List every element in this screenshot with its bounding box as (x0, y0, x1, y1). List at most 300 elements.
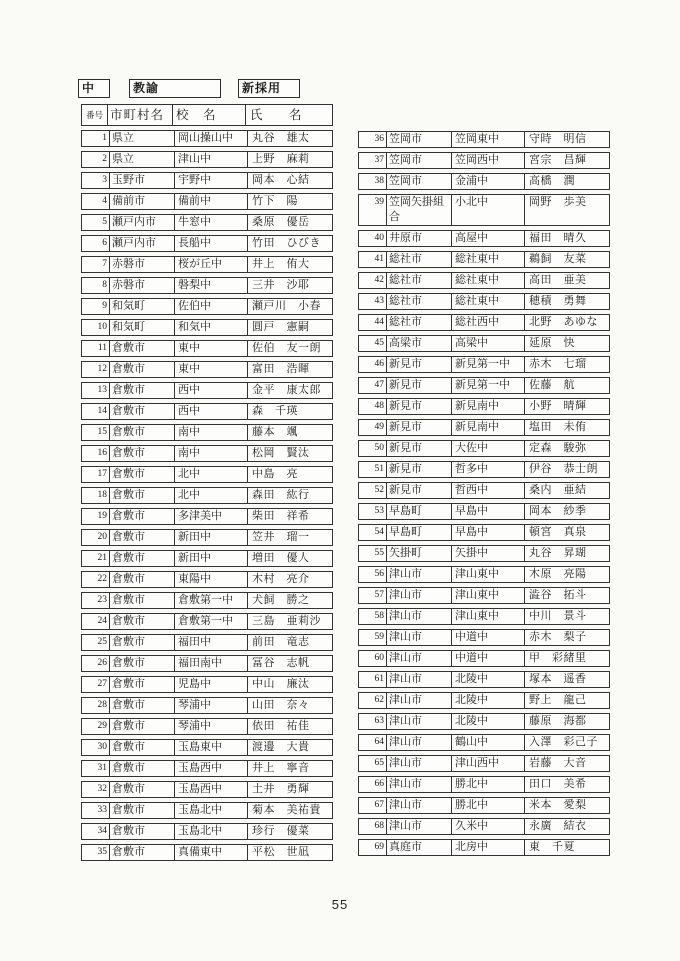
cell-no: 35 (97, 847, 107, 857)
header-municipality: 市町村名 (107, 105, 172, 125)
cell-name: 福田 晴久 (524, 231, 609, 246)
cell-school: 東陽中 (174, 572, 247, 587)
cell-school: 東中 (174, 341, 247, 356)
cell-municipality: 県立 (109, 131, 174, 146)
cell-municipality: 和気町 (109, 320, 174, 335)
tag-school-level: 中 (78, 79, 110, 98)
cell-no: 28 (97, 700, 107, 710)
cell-no: 52 (374, 485, 384, 495)
table-row (358, 713, 610, 730)
table-row (81, 529, 333, 546)
cell-name: 丸谷 雄太 (247, 131, 332, 146)
cell-no: 51 (374, 464, 384, 474)
cell-municipality: 津山市 (386, 672, 451, 687)
cell-no: 14 (97, 406, 107, 416)
cell-school: 宇野中 (174, 173, 247, 188)
table-row (81, 172, 333, 189)
cell-no: 12 (97, 364, 107, 374)
cell-municipality: 倉敷市 (109, 656, 174, 671)
cell-no: 49 (374, 422, 384, 432)
cell-name: 森田 紘行 (247, 488, 332, 503)
cell-municipality: 倉敷市 (109, 593, 174, 608)
cell-name: 塩田 未侑 (524, 420, 609, 435)
cell-school: 北中 (174, 467, 247, 482)
table-header-row (81, 104, 333, 126)
cell-municipality: 矢掛町 (386, 546, 451, 561)
left-table-rows (81, 130, 333, 861)
table-row (81, 487, 333, 504)
cell-no: 48 (374, 401, 384, 411)
cell-municipality: 真庭市 (386, 840, 451, 855)
cell-school: 津山東中 (451, 588, 524, 603)
cell-municipality: 新見市 (386, 420, 451, 435)
cell-municipality: 倉敷市 (109, 467, 174, 482)
cell-school: 岡山操山中 (174, 131, 247, 146)
cell-municipality: 倉敷市 (109, 362, 174, 377)
cell-no: 22 (97, 574, 107, 584)
cell-school: 総社東中 (451, 294, 524, 309)
cell-school: 琴浦中 (174, 698, 247, 713)
cell-municipality: 倉敷市 (109, 740, 174, 755)
cell-municipality: 津山市 (386, 567, 451, 582)
cell-no: 23 (97, 595, 107, 605)
cell-municipality: 倉敷市 (109, 425, 174, 440)
cell-no: 4 (102, 196, 107, 206)
cell-no: 37 (374, 155, 384, 165)
cell-name: 富田 浩暉 (247, 362, 332, 377)
cell-name: 東 千夏 (524, 840, 609, 855)
cell-name: 野上 龍己 (524, 693, 609, 708)
table-row (358, 692, 610, 709)
cell-municipality: 倉敷市 (109, 572, 174, 587)
table-row (358, 440, 610, 457)
table-row (81, 424, 333, 441)
table-row (358, 335, 610, 352)
cell-school: 津山東中 (451, 609, 524, 624)
cell-name: 松岡 賢汰 (247, 446, 332, 461)
cell-school: 中道中 (451, 651, 524, 666)
cell-municipality: 玉野市 (109, 173, 174, 188)
cell-name: 菊本 美祐貴 (247, 803, 332, 818)
cell-municipality: 倉敷市 (109, 803, 174, 818)
cell-name: 上野 麻莉 (247, 152, 332, 167)
table-row (358, 671, 610, 688)
cell-municipality: 倉敷市 (109, 635, 174, 650)
table-row (358, 797, 610, 814)
cell-name: 佐藤 航 (524, 378, 609, 393)
table-row (358, 293, 610, 310)
cell-no: 16 (97, 448, 107, 458)
cell-school: 総社東中 (451, 273, 524, 288)
cell-municipality: 総社市 (386, 273, 451, 288)
cell-name: 三島 亜莉沙 (247, 614, 332, 629)
table-row (81, 634, 333, 651)
cell-municipality: 総社市 (386, 294, 451, 309)
cell-school: 備前中 (174, 194, 247, 209)
cell-school: 多津美中 (174, 509, 247, 524)
table-row (358, 524, 610, 541)
cell-municipality: 津山市 (386, 609, 451, 624)
cell-no: 54 (374, 527, 384, 537)
table-row (358, 587, 610, 604)
cell-school: 桜が丘中 (174, 257, 247, 272)
cell-name: 依田 祐佳 (247, 719, 332, 734)
cell-no: 2 (102, 154, 107, 164)
cell-municipality: 津山市 (386, 630, 451, 645)
table-row (81, 466, 333, 483)
cell-municipality: 新見市 (386, 357, 451, 372)
cell-municipality: 倉敷市 (109, 782, 174, 797)
cell-no: 41 (374, 254, 384, 264)
cell-school: 牛窓中 (174, 215, 247, 230)
cell-municipality: 津山市 (386, 777, 451, 792)
table-row (358, 419, 610, 436)
cell-no: 62 (374, 695, 384, 705)
cell-name: 岩藤 大音 (524, 756, 609, 771)
cell-name: 赤木 七瑠 (524, 357, 609, 372)
cell-municipality: 新見市 (386, 378, 451, 393)
header-number: 番号 (85, 110, 103, 120)
cell-school: 倉敷第一中 (174, 614, 247, 629)
cell-name: 岡本 心結 (247, 173, 332, 188)
cell-municipality: 津山市 (386, 798, 451, 813)
cell-municipality: 備前市 (109, 194, 174, 209)
cell-name: 前田 竜志 (247, 635, 332, 650)
cell-municipality: 新見市 (386, 399, 451, 414)
cell-name: 宮宗 昌輝 (524, 153, 609, 168)
cell-name: 増田 優人 (247, 551, 332, 566)
cell-no: 21 (97, 553, 107, 563)
cell-municipality: 倉敷市 (109, 845, 174, 860)
cell-name: 小野 晴輝 (524, 399, 609, 414)
table-row (81, 193, 333, 210)
cell-school: 哲西中 (451, 483, 524, 498)
cell-no: 29 (97, 721, 107, 731)
table-row (81, 340, 333, 357)
cell-municipality: 倉敷市 (109, 761, 174, 776)
cell-no: 10 (97, 322, 107, 332)
cell-municipality: 倉敷市 (109, 719, 174, 734)
cell-name: 澁谷 拓斗 (524, 588, 609, 603)
cell-school: 大佐中 (451, 441, 524, 456)
cell-school: 和気中 (174, 320, 247, 335)
left-table (81, 104, 333, 865)
right-table-rows (358, 131, 610, 856)
table-row (81, 592, 333, 609)
cell-no: 3 (102, 175, 107, 185)
cell-no: 46 (374, 359, 384, 369)
table-row (358, 650, 610, 667)
table-row (81, 445, 333, 462)
cell-no: 26 (97, 658, 107, 668)
table-row (81, 277, 333, 294)
cell-name: 藤原 海都 (524, 714, 609, 729)
cell-school: 早島中 (451, 504, 524, 519)
cell-school: 新見第一中 (451, 357, 524, 372)
cell-municipality: 倉敷市 (109, 824, 174, 839)
cell-municipality: 倉敷市 (109, 677, 174, 692)
cell-no: 7 (102, 259, 107, 269)
cell-school: 総社東中 (451, 252, 524, 267)
table-row (358, 131, 610, 148)
table-row (81, 298, 333, 315)
table-row (81, 676, 333, 693)
table-row (358, 461, 610, 478)
cell-no: 31 (97, 763, 107, 773)
cell-name: 守時 明信 (524, 132, 609, 147)
cell-no: 6 (102, 238, 107, 248)
table-row (358, 398, 610, 415)
table-row (358, 755, 610, 772)
cell-no: 5 (102, 217, 107, 227)
table-row (358, 545, 610, 562)
cell-school: 総社西中 (451, 315, 524, 330)
header-school: 校 名 (172, 105, 245, 125)
cell-name: 森 千瑛 (247, 404, 332, 419)
cell-school: 長船中 (174, 236, 247, 251)
table-row (358, 503, 610, 520)
cell-municipality: 津山市 (386, 588, 451, 603)
cell-school: 早島中 (451, 525, 524, 540)
cell-municipality: 赤磐市 (109, 257, 174, 272)
table-row (358, 356, 610, 373)
cell-name: 佐伯 友一朗 (247, 341, 332, 356)
cell-name: 木原 亮陽 (524, 567, 609, 582)
cell-no: 50 (374, 443, 384, 453)
cell-school: 磐梨中 (174, 278, 247, 293)
header-name: 氏 名 (245, 105, 332, 125)
table-row (81, 151, 333, 168)
cell-school: 高屋中 (451, 231, 524, 246)
cell-no: 53 (374, 506, 384, 516)
cell-no: 69 (374, 842, 384, 852)
cell-name: 赤木 梨子 (524, 630, 609, 645)
cell-no: 43 (374, 296, 384, 306)
cell-school: 新田中 (174, 530, 247, 545)
cell-name: 入澤 彩己子 (524, 735, 609, 750)
table-row (81, 760, 333, 777)
cell-name: 三井 沙耶 (247, 278, 332, 293)
cell-name: 穂積 勇舞 (524, 294, 609, 309)
table-row (358, 818, 610, 835)
cell-name: 北野 あゆな (524, 315, 609, 330)
cell-name: 田口 美希 (524, 777, 609, 792)
cell-no: 17 (97, 469, 107, 479)
cell-name: 中川 景斗 (524, 609, 609, 624)
table-row (81, 655, 333, 672)
cell-school: 佐伯中 (174, 299, 247, 314)
cell-municipality: 笠岡市 (386, 132, 451, 147)
cell-no: 11 (97, 343, 107, 353)
cell-municipality: 瀬戸内市 (109, 236, 174, 251)
cell-no: 38 (374, 176, 384, 186)
table-row (358, 734, 610, 751)
cell-school: 東中 (174, 362, 247, 377)
cell-school: 笠岡西中 (451, 153, 524, 168)
table-row (81, 235, 333, 252)
cell-municipality: 新見市 (386, 441, 451, 456)
cell-municipality: 倉敷市 (109, 404, 174, 419)
cell-municipality: 和気町 (109, 299, 174, 314)
cell-no: 30 (97, 742, 107, 752)
cell-school: 鶴山中 (451, 735, 524, 750)
table-row (81, 781, 333, 798)
cell-name: 渡邊 大貴 (247, 740, 332, 755)
cell-school: 南中 (174, 425, 247, 440)
cell-school: 玉島北中 (174, 803, 247, 818)
cell-name: 頓宮 真泉 (524, 525, 609, 540)
cell-municipality: 井原市 (386, 231, 451, 246)
cell-school: 津山西中 (451, 756, 524, 771)
cell-municipality: 倉敷市 (109, 341, 174, 356)
cell-municipality: 新見市 (386, 483, 451, 498)
cell-no: 39 (374, 197, 384, 207)
cell-municipality: 倉敷市 (109, 698, 174, 713)
cell-school: 倉敷第一中 (174, 593, 247, 608)
table-row (358, 272, 610, 289)
table-row (81, 319, 333, 336)
cell-name: 塚本 遥香 (524, 672, 609, 687)
cell-name: 岡野 歩美 (524, 195, 609, 225)
cell-name: 瀬戸川 小春 (247, 299, 332, 314)
cell-name: 藤本 颯 (247, 425, 332, 440)
table-row (81, 382, 333, 399)
cell-name: 甲 彩緒里 (524, 651, 609, 666)
cell-name: 中島 亮 (247, 467, 332, 482)
cell-name: 伊谷 恭士朗 (524, 462, 609, 477)
cell-municipality: 倉敷市 (109, 530, 174, 545)
cell-name: 冨谷 志帆 (247, 656, 332, 671)
table-row (81, 739, 333, 756)
cell-municipality: 津山市 (386, 714, 451, 729)
cell-name: 桑原 優岳 (247, 215, 332, 230)
cell-no: 44 (374, 317, 384, 327)
cell-school: 玉島西中 (174, 782, 247, 797)
table-row (81, 613, 333, 630)
cell-no: 27 (97, 679, 107, 689)
cell-name: 岡本 紗季 (524, 504, 609, 519)
cell-name: 中山 廉汰 (247, 677, 332, 692)
cell-school: 玉島東中 (174, 740, 247, 755)
cell-school: 福田南中 (174, 656, 247, 671)
cell-no: 59 (374, 632, 384, 642)
cell-school: 笠岡東中 (451, 132, 524, 147)
cell-school: 玉島西中 (174, 761, 247, 776)
cell-school: 北房中 (451, 840, 524, 855)
cell-no: 13 (97, 385, 107, 395)
cell-municipality: 新見市 (386, 462, 451, 477)
cell-municipality: 笠岡市 (386, 174, 451, 189)
table-row (81, 550, 333, 567)
cell-municipality: 総社市 (386, 252, 451, 267)
cell-school: 高梁中 (451, 336, 524, 351)
cell-school: 北陵中 (451, 672, 524, 687)
cell-school: 津山中 (174, 152, 247, 167)
cell-no: 58 (374, 611, 384, 621)
cell-school: 新見南中 (451, 420, 524, 435)
cell-no: 36 (374, 134, 384, 144)
cell-name: 珍行 優菜 (247, 824, 332, 839)
cell-no: 8 (102, 280, 107, 290)
cell-municipality: 県立 (109, 152, 174, 167)
cell-no: 40 (374, 233, 384, 243)
cell-municipality: 倉敷市 (109, 509, 174, 524)
cell-no: 9 (102, 301, 107, 311)
cell-name: 笠井 瑠一 (247, 530, 332, 545)
cell-name: 竹下 陽 (247, 194, 332, 209)
cell-name: 金平 康太郎 (247, 383, 332, 398)
table-row (358, 566, 610, 583)
cell-municipality: 倉敷市 (109, 551, 174, 566)
cell-name: 井上 侑大 (247, 257, 332, 272)
table-row (81, 571, 333, 588)
table-row (358, 173, 610, 190)
cell-name: 定森 駿弥 (524, 441, 609, 456)
cell-school: 福田中 (174, 635, 247, 650)
cell-no: 67 (374, 800, 384, 810)
table-row (81, 697, 333, 714)
cell-school: 北陵中 (451, 693, 524, 708)
cell-municipality: 瀬戸内市 (109, 215, 174, 230)
table-row (358, 482, 610, 499)
cell-municipality: 津山市 (386, 651, 451, 666)
cell-no: 25 (97, 637, 107, 647)
cell-no: 47 (374, 380, 384, 390)
cell-name: 圓戸 憲嗣 (247, 320, 332, 335)
cell-name: 井上 寧音 (247, 761, 332, 776)
cell-municipality: 津山市 (386, 819, 451, 834)
cell-school: 勝北中 (451, 798, 524, 813)
cell-municipality: 笠岡矢掛組合 (386, 195, 451, 225)
cell-school: 矢掛中 (451, 546, 524, 561)
table-row (358, 776, 610, 793)
cell-no: 55 (374, 548, 384, 558)
cell-school: 新見南中 (451, 399, 524, 414)
cell-school: 新田中 (174, 551, 247, 566)
cell-municipality: 笠岡市 (386, 153, 451, 168)
cell-no: 32 (97, 784, 107, 794)
cell-municipality: 早島町 (386, 525, 451, 540)
cell-no: 15 (97, 427, 107, 437)
cell-municipality: 津山市 (386, 693, 451, 708)
table-row (358, 230, 610, 247)
cell-municipality: 高梁市 (386, 336, 451, 351)
cell-name: 鵜飼 友菜 (524, 252, 609, 267)
cell-no: 57 (374, 590, 384, 600)
cell-school: 中道中 (451, 630, 524, 645)
cell-no: 33 (97, 805, 107, 815)
table-row (81, 214, 333, 231)
cell-school: 勝北中 (451, 777, 524, 792)
cell-name: 米本 愛梨 (524, 798, 609, 813)
cell-no: 66 (374, 779, 384, 789)
tag-job-title: 教諭 (129, 79, 221, 98)
cell-municipality: 倉敷市 (109, 383, 174, 398)
cell-school: 金浦中 (451, 174, 524, 189)
cell-school: 西中 (174, 404, 247, 419)
cell-school: 津山東中 (451, 567, 524, 582)
cell-school: 児島中 (174, 677, 247, 692)
table-row (358, 377, 610, 394)
cell-no: 68 (374, 821, 384, 831)
cell-name: 延原 快 (524, 336, 609, 351)
cell-name: 永廣 結衣 (524, 819, 609, 834)
table-row (81, 823, 333, 840)
cell-name: 竹田 ひびき (247, 236, 332, 251)
table-row (81, 508, 333, 525)
right-table (358, 131, 610, 860)
table-row (358, 251, 610, 268)
